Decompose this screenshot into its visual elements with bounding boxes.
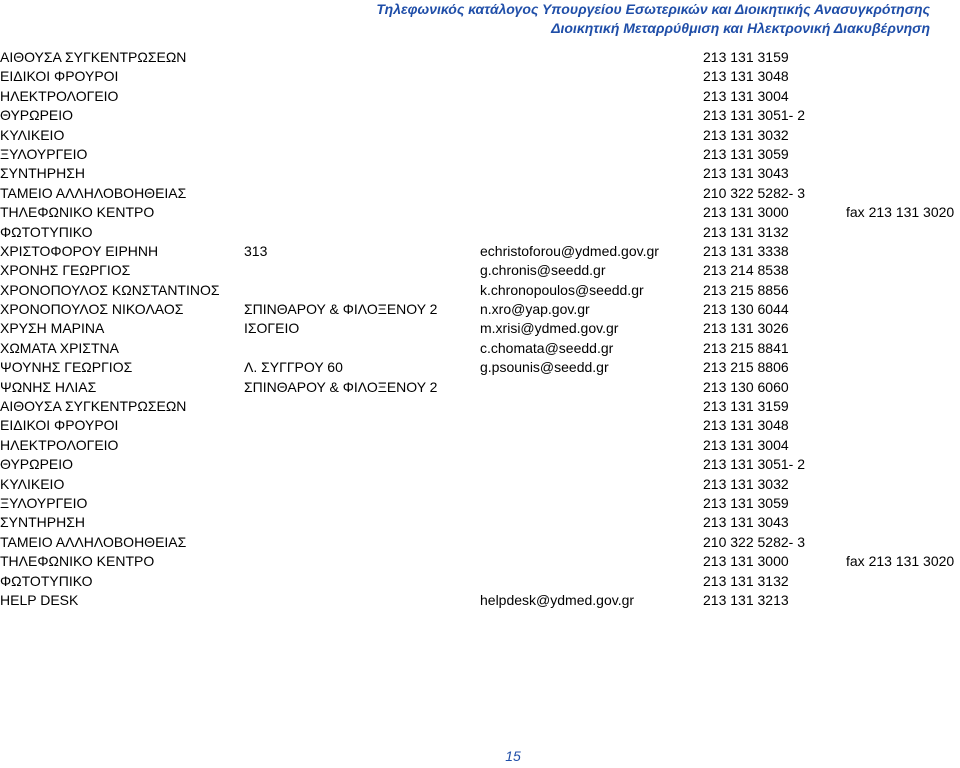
entry-name: ΞΥΛΟΥΡΓΕΙΟ bbox=[0, 145, 88, 162]
directory-row bbox=[0, 261, 960, 280]
directory-row bbox=[0, 126, 960, 145]
directory-row bbox=[0, 572, 960, 591]
entry-fax: fax 213 131 3020 bbox=[846, 553, 955, 570]
directory-row bbox=[0, 203, 960, 222]
directory-row bbox=[0, 475, 960, 494]
entry-address: ΣΠΙΝΘΑΡΟΥ & ΦΙΛΟΞΕΝΟΥ 2 bbox=[244, 301, 438, 318]
directory-row bbox=[0, 436, 960, 455]
entry-phone: 213 131 3159 bbox=[703, 49, 789, 65]
directory-row bbox=[0, 358, 960, 377]
directory-row bbox=[0, 223, 960, 242]
entry-phone: 213 131 3000 bbox=[703, 204, 789, 221]
entry-name: ΗΛΕΚΤΡΟΛΟΓΕΙΟ bbox=[0, 87, 119, 104]
entry-name: ΧΡΥΣΗ ΜΑΡΙΝΑ bbox=[0, 320, 105, 337]
entry-phone: 213 131 3004 bbox=[703, 87, 789, 104]
entry-name: ΑΙΘΟΥΣΑ ΣΥΓΚΕΝΤΡΩΣΕΩΝ bbox=[0, 49, 187, 65]
entry-address: 313 bbox=[244, 242, 268, 259]
entry-phone: 213 131 3048 bbox=[703, 417, 789, 434]
header-subtitle: Διοικητική Μεταρρύθμιση και Ηλεκτρονική Διακυβέρνηση bbox=[551, 20, 930, 36]
entry-name: ΑΙΘΟΥΣΑ ΣΥΓΚΕΝΤΡΩΣΕΩΝ bbox=[0, 398, 187, 415]
entry-phone: 213 131 3048 bbox=[703, 68, 789, 85]
directory-row bbox=[0, 533, 960, 552]
entry-email: m.xrisi@ydmed.gov.gr bbox=[480, 320, 619, 337]
entry-name: ΤΗΛΕΦΩΝΙΚΟ ΚΕΝΤΡΟ bbox=[0, 204, 155, 221]
directory-list bbox=[0, 48, 960, 610]
entry-fax: fax 213 131 3020 bbox=[846, 204, 955, 221]
entry-name: ΕΙΔΙΚΟΙ ΦΡΟΥΡΟΙ bbox=[0, 68, 119, 85]
entry-phone: 210 322 5282- 3 bbox=[703, 533, 805, 550]
directory-row bbox=[0, 281, 960, 300]
entry-name: ΗΛΕΚΤΡΟΛΟΓΕΙΟ bbox=[0, 436, 119, 453]
entry-email: g.chronis@seedd.gr bbox=[480, 262, 606, 279]
page-footer bbox=[0, 748, 960, 764]
entry-phone: 213 131 3132 bbox=[703, 223, 789, 240]
entry-phone: 213 130 6044 bbox=[703, 301, 789, 318]
entry-name: ΧΡΟΝΟΠΟΥΛΟΣ ΚΩΝΣΤΑΝΤΙΝΟΣ bbox=[0, 281, 220, 298]
directory-row bbox=[0, 339, 960, 358]
entry-name: ΤΑΜΕΙΟ ΑΛΛΗΛΟΒΟΗΘΕΙΑΣ bbox=[0, 184, 187, 201]
entry-name: ΘΥΡΩΡΕΙΟ bbox=[0, 456, 74, 473]
directory-row bbox=[0, 184, 960, 203]
entry-phone: 213 131 3032 bbox=[703, 126, 789, 143]
entry-name: HELP DESK bbox=[0, 591, 79, 608]
entry-phone: 213 215 8856 bbox=[703, 281, 789, 298]
directory-row bbox=[0, 513, 960, 532]
directory-row bbox=[0, 48, 960, 67]
entry-phone: 213 131 3043 bbox=[703, 514, 789, 531]
entry-name: ΨΩΝΗΣ ΗΛΙΑΣ bbox=[0, 378, 97, 395]
directory-row bbox=[0, 552, 960, 571]
entry-name: ΚΥΛΙΚΕΙΟ bbox=[0, 126, 65, 143]
entry-phone: 210 322 5282- 3 bbox=[703, 184, 805, 201]
directory-row bbox=[0, 300, 960, 319]
entry-email: n.xro@yap.gov.gr bbox=[480, 301, 590, 318]
entry-name: ΤΗΛΕΦΩΝΙΚΟ ΚΕΝΤΡΟ bbox=[0, 553, 155, 570]
directory-row bbox=[0, 416, 960, 435]
directory-row bbox=[0, 494, 960, 513]
entry-phone: 213 131 3338 bbox=[703, 242, 789, 259]
entry-name: ΧΡΙΣΤΟΦΟΡΟΥ ΕΙΡΗΝΗ bbox=[0, 242, 159, 259]
entry-name: ΧΡΟΝΟΠΟΥΛΟΣ ΝΙΚΟΛΑΟΣ bbox=[0, 301, 184, 318]
directory-row bbox=[0, 87, 960, 106]
directory-row bbox=[0, 455, 960, 474]
entry-phone: 213 215 8806 bbox=[703, 359, 789, 376]
entry-email: g.psounis@seedd.gr bbox=[480, 359, 609, 376]
directory-row bbox=[0, 242, 960, 261]
entry-phone: 213 214 8538 bbox=[703, 262, 789, 279]
entry-email: k.chronopoulos@seedd.gr bbox=[480, 281, 644, 298]
entry-email: echristoforou@ydmed.gov.gr bbox=[480, 242, 659, 259]
entry-phone: 213 131 3000 bbox=[703, 553, 789, 570]
entry-name: ΧΡΟΝΗΣ ΓΕΩΡΓΙΟΣ bbox=[0, 262, 131, 279]
page-header bbox=[230, 0, 930, 38]
entry-name: ΘΥΡΩΡΕΙΟ bbox=[0, 107, 74, 124]
entry-phone: 213 131 3132 bbox=[703, 572, 789, 589]
entry-phone: 213 131 3051- 2 bbox=[703, 456, 805, 473]
entry-name: ΨΟΥΝΗΣ ΓΕΩΡΓΙΟΣ bbox=[0, 359, 133, 376]
directory-row bbox=[0, 397, 960, 416]
entry-name: ΦΩΤΟΤΥΠΙΚΟ bbox=[0, 223, 93, 240]
entry-address: ΣΠΙΝΘΑΡΟΥ & ΦΙΛΟΞΕΝΟΥ 2 bbox=[244, 378, 438, 395]
entry-address: Λ. ΣΥΓΓΡΟΥ 60 bbox=[244, 359, 343, 376]
directory-row bbox=[0, 378, 960, 397]
directory-row bbox=[0, 67, 960, 86]
directory-row bbox=[0, 591, 960, 610]
entry-phone: 213 131 3213 bbox=[703, 591, 789, 608]
entry-address: ΙΣΟΓΕΙΟ bbox=[244, 320, 300, 337]
entry-email: helpdesk@ydmed.gov.gr bbox=[480, 591, 635, 608]
entry-phone: 213 131 3026 bbox=[703, 320, 789, 337]
entry-name: ΞΥΛΟΥΡΓΕΙΟ bbox=[0, 494, 88, 511]
entry-name: ΣΥΝΤΗΡΗΣΗ bbox=[0, 165, 85, 182]
entry-name: ΦΩΤΟΤΥΠΙΚΟ bbox=[0, 572, 93, 589]
directory-row bbox=[0, 145, 960, 164]
entry-phone: 213 130 6060 bbox=[703, 378, 789, 395]
entry-phone: 213 131 3043 bbox=[703, 165, 789, 182]
entry-name: ΕΙΔΙΚΟΙ ΦΡΟΥΡΟΙ bbox=[0, 417, 119, 434]
entry-phone: 213 215 8841 bbox=[703, 339, 789, 356]
entry-phone: 213 131 3032 bbox=[703, 475, 789, 492]
entry-email: c.chomata@seedd.gr bbox=[480, 339, 614, 356]
entry-phone: 213 131 3004 bbox=[703, 436, 789, 453]
directory-row bbox=[0, 319, 960, 338]
entry-name: ΧΩΜΑΤΑ ΧΡΙΣΤΝΑ bbox=[0, 339, 119, 356]
directory-row bbox=[0, 106, 960, 125]
entry-name: ΣΥΝΤΗΡΗΣΗ bbox=[0, 514, 85, 531]
header-title: Τηλεφωνικός κατάλογος Υπουργείου Εσωτερικών και Διοικητικής Ανασυγκρότησης bbox=[376, 1, 930, 17]
page-number: 15 bbox=[505, 748, 521, 764]
directory-row bbox=[0, 164, 960, 183]
entry-phone: 213 131 3051- 2 bbox=[703, 107, 805, 124]
entry-phone: 213 131 3159 bbox=[703, 398, 789, 415]
entry-phone: 213 131 3059 bbox=[703, 145, 789, 162]
entry-phone: 213 131 3059 bbox=[703, 494, 789, 511]
entry-name: ΤΑΜΕΙΟ ΑΛΛΗΛΟΒΟΗΘΕΙΑΣ bbox=[0, 533, 187, 550]
entry-name: ΚΥΛΙΚΕΙΟ bbox=[0, 475, 65, 492]
